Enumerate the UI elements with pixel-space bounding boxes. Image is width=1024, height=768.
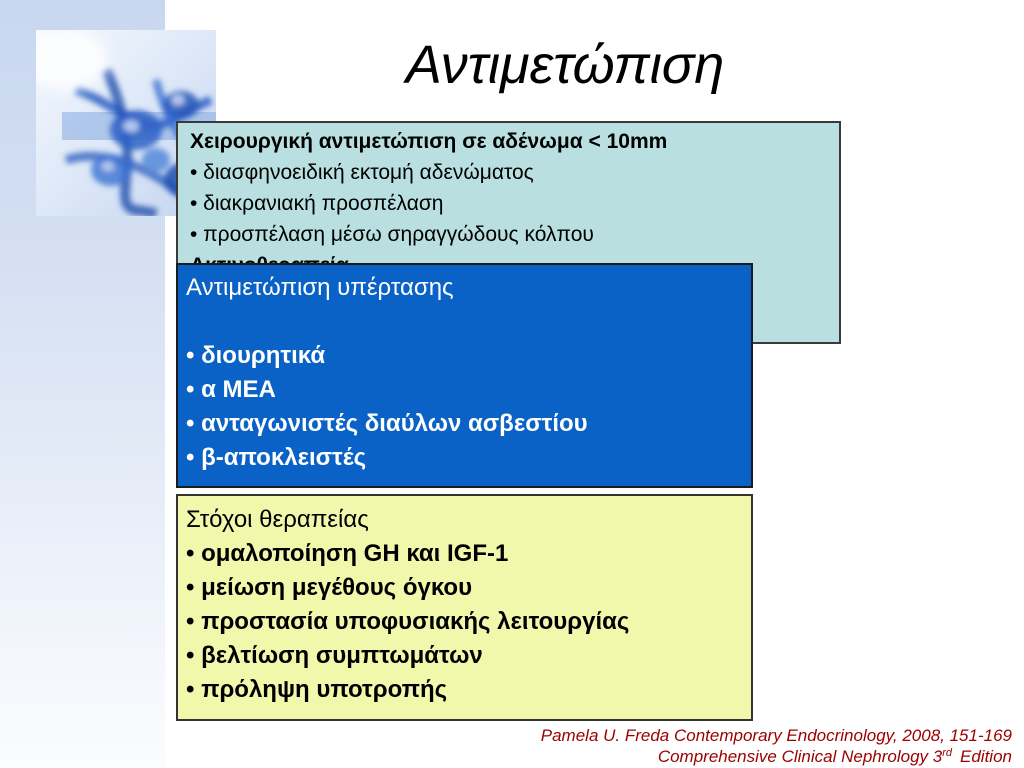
surgery-item: • διασφηνοειδική εκτομή αδενώματος [190,161,534,184]
surgery-item: • διακρανιακή προσπέλαση [190,192,444,215]
hypertension-item: • β-αποκλειστές [186,444,367,471]
hypertension-item: • ανταγωνιστές διαύλων ασβεστίου [186,410,588,437]
hypertension-item: • διουρητικά [186,342,326,369]
hypertension-item: • α ΜΕΑ [186,376,276,403]
goals-item: • πρόληψη υποτροπής [186,676,448,703]
citation-superscript: rd [942,747,953,759]
citation [541,725,1012,767]
goals-item: • προστασία υποφυσιακής λειτουργίας [186,608,630,635]
hypertension-treatment-box [176,263,753,488]
citation-edition: Edition [960,747,1012,766]
goals-item: • βελτίωση συμπτωμάτων [186,642,483,669]
goals-heading: Στόχοι θεραπείας [186,506,369,533]
hypertension-heading: Αντιμετώπιση υπέρτασης [186,274,454,301]
surgery-heading: Χειρουργική αντιμετώπιση σε αδένωμα < 10mm [190,130,668,153]
blank-line [186,305,751,339]
citation-line-2-main: Comprehensive Clinical Nephrology 3 [657,747,943,766]
goals-item: • μείωση μεγέθους όγκου [186,574,473,601]
goals-item: • ομαλοποίηση GH και IGF-1 [186,540,509,567]
treatment-goals-box [176,494,753,721]
citation-line-2 [541,746,1012,767]
surgery-item: • προσπέλαση μέσω σηραγγώδους κόλπου [190,223,594,246]
slide-title: Αντιμετώπιση [405,35,725,95]
citation-line-1: Pamela U. Freda Contemporary Endocrinology, 2008, 151-169 [540,726,1012,745]
